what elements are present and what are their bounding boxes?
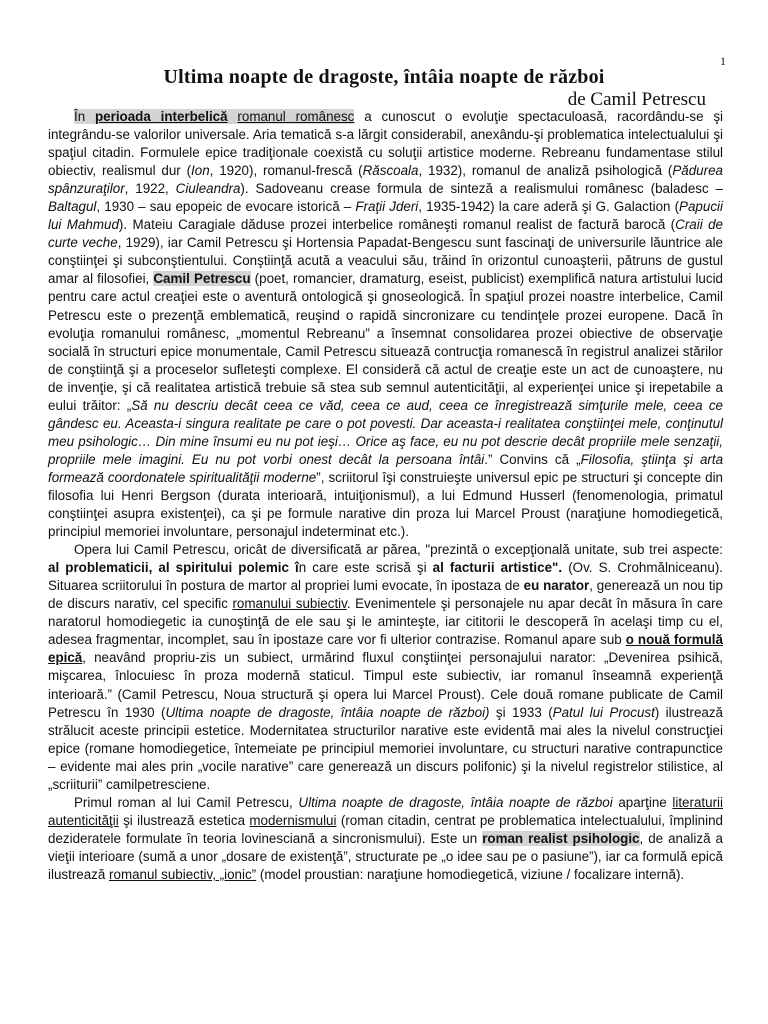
text-run: ”, scriitorul îşi construieşte universul epic pe structuri şi concepte din filosofia lui Henri Bergson (durata interioară, intuiţionismul), a lui Edmund Husserl (fenomenologia, primatul conştiinţei asupra existenţei), ca şi pe formule narative din proza lui Marcel Proust (naraţiune homodiegetică, principiul memoriei involuntare, personajul indeterminat etc.). — [48, 469, 723, 540]
text-run: , 1922, — [124, 181, 176, 197]
text-run: Răscoala — [362, 163, 419, 179]
text-run: , 1930 – sau epopeic de evocare istorică – — [96, 199, 356, 215]
document-author: de Camil Petrescu — [567, 89, 706, 110]
text-run: Primul roman al lui Camil Petrescu, — [74, 794, 299, 810]
paragraph — [48, 541, 723, 794]
text-run: Pădurea spânzuraţilor — [48, 163, 723, 197]
text-run: . Evenimentele şi personajele nu apar decât în măsura în care naratorul homodiegetic ia cunoştinţă de ele sau şi le aminteşte, iar cititorii le descoperă în acelaşi timp cu el, adesea fragmentar, incomplet, sau în ipostaze care vor fi ulterior contrazise. Romanul apare sub — [48, 596, 724, 648]
text-run: literaturii autenticităţii — [48, 794, 723, 828]
text-run: al facturii artistice". — [432, 560, 563, 576]
text-run: n care este scrisă şi — [298, 560, 433, 576]
text-run: (Ov. S. Crohmălniceanu). Situarea scriitorului în postura de martor al propriei lumi evocate, în ipostaza de — [48, 560, 724, 594]
body-text — [48, 108, 723, 884]
text-run: Ultima noapte de dragoste, întâia noapte de război) — [165, 704, 490, 720]
text-run: ) ilustrează strălucit aceste principii estetice. Modernitatea structurilor narative este evidentă mai ales la nivelul construcţiei epice (romane homodiegetice, întemeiate pe principiul memoriei involuntare, cu structuri narative contrapunctice – evidente mai ales prin „vocile narative” care generează un discurs polifonic) şi la nivelul registrelor stilistice, al „scriiturii” camilpetresciene. — [48, 704, 723, 792]
text-run: ). Sadoveanu crease formula de sinteză a realismului românesc (baladesc – — [240, 181, 723, 197]
document-title: Ultima noapte de dragoste, întâia noapte de război — [163, 66, 605, 88]
text-run: eu narator — [523, 578, 590, 594]
text-run: Opera lui Camil Petrescu, oricât de diversificată ar părea, "prezintă o excepţională unitate, sub trei aspecte: — [74, 542, 723, 558]
text-run: Să nu descriu decât ceea ce văd, ceea ce aud, ceea ce înregistrează simţurile mele, ceea ce gândesc eu. Aceasta-i singura realitate pe care o pot povesti. Dar aceasta-i realitatea conştiinţei mele, conţinutul meu psihologic… Din mine însumi eu nu pot ieşi… Orice aş face, eu nu pot descrie decât propriile mele senzaţii, propriile mele imagini. Eu nu pot vorbi onest decât la persoana întâi — [48, 397, 723, 467]
text-run: şi ilustrează estetica — [118, 812, 250, 828]
text-run: Papucii lui Mahmud — [48, 199, 723, 233]
text-run: a cunoscut o evoluţie spectaculoasă, racordându-se şi integrându-se valorilor universale. Aria tematică s-a lărgit considerabil, anexându-şi problematica intelectualului şi spaţiul citadin. Formulele epice tradiţionale coexistă cu soluţii artistice moderne. Rebreanu fundamentase stilul obiectiv, realismul dur ( — [48, 109, 724, 179]
text-run — [228, 109, 238, 124]
text-run: Fraţii Jderi — [355, 199, 419, 215]
text-run: , 1920), romanul-frescă ( — [209, 163, 363, 179]
text-run: , neavând propriu-zis un subiect, urmărind fluxul conştiinţei personajului narator: „Devenirea psihică, mişcarea, înlocuiesc în proza modernă staticul. Timpul este subiectiv, iar romanul înseamnă experienţă interioară.” (Camil Petrescu, Noua structură şi opera lui Marcel Proust). Cele două romane publicate de Camil Petrescu în 1930 ( — [48, 650, 723, 720]
text-run: o nouă formulă epică — [48, 632, 723, 666]
text-run: Baltagul — [48, 199, 97, 215]
text-run: În — [74, 109, 95, 124]
text-run: Ultima noapte de dragoste, întâia noapte de război — [298, 794, 613, 810]
text-run: romanul subiectiv, „ionic” — [109, 866, 257, 882]
text-run: al problematicii, al spiritului polemic î — [48, 560, 299, 576]
page-number: 1 — [720, 54, 726, 68]
text-run: Camil Petrescu — [153, 271, 251, 287]
text-run: Ciuleandra — [175, 181, 241, 197]
text-run: ). Mateiu Caragiale dăduse prozei interbelice româneşti romanul realist de factură barocă ( — [118, 217, 676, 233]
text-run: , 1929), iar Camil Petrescu şi Hortensia Papadat-Bengescu sunt fascinaţi de universurile lăuntrice ale conştiinţei şi subconştientului. Conştiinţă acută a veacului său, trăind în orizontul cunoaşterii, pătruns de gustul amar al filosofiei, — [48, 235, 723, 287]
text-run: aparţine — [612, 794, 673, 810]
text-run: şi 1933 ( — [489, 704, 553, 720]
text-run: , 1932), romanul de analiză psihologică ( — [418, 163, 673, 179]
text-run: , 1935-1942) la care aderă şi G. Galaction ( — [418, 199, 680, 215]
text-run: , generează un nou tip de discurs narativ, cel specific — [48, 578, 723, 612]
text-run: .” Convins că „ — [484, 451, 581, 467]
text-run: romanului subiectiv — [232, 596, 347, 612]
paragraph — [48, 108, 723, 541]
text-run: Patul lui Procust — [552, 704, 655, 720]
text-run: roman realist psihologic — [482, 830, 640, 846]
text-run: (model proustian: naraţiune homodiegetică, viziune / focalizare internă). — [256, 866, 685, 882]
text-run: , de analiză a vieţii interioare (sumă a unor „dosare de existenţă”, structurate pe „o idee sau pe o pasiune”), iar ca formulă epică ilustrează — [48, 830, 723, 882]
text-run: Ion — [191, 163, 210, 179]
text-run: (poet, romancier, dramaturg, eseist, publicist) exemplifică natura artistului lucid pentru care actul creaţiei este o aventură ontologică şi gnoseologică. În spaţiul prozei noastre interbelice, Camil Petrescu este o prezenţă emblematică, reuşind o rapidă sincronizare cu tendinţele prozei europene. Dacă în evoluţia romanului românesc, „momentul Rebreanu” a însemnat consolidarea prozei obiective de observaţie socială în structuri epice monumentale, Camil Petrescu situează contrucţia romanescă în registrul analizei stărilor de conştiinţă şi a proceselor sufleteşti complexe. El consideră că actul de creaţie este un act de cunoaştere, nu de invenţie, şi că realitatea artistică trebuie să stea sub semnul autenticităţii, al experienţei unice şi irepetabile a eului trăitor: „ — [48, 271, 723, 413]
text-run: Filosofia, ştiinţa şi arta formează coordonatele spiritualităţii moderne — [48, 451, 724, 485]
text-run: (roman citadin, centrat pe problematica intelectualului, împlinind dezideratele formulate în teoria lovinesciană a sincronismului). Este un — [48, 812, 723, 846]
text-run: modernismului — [249, 812, 337, 828]
text-run: Craii de curte veche — [48, 217, 723, 251]
text-run: romanul românesc — [237, 109, 355, 124]
text-run: perioada interbelică — [94, 109, 228, 124]
paragraph — [48, 794, 723, 884]
